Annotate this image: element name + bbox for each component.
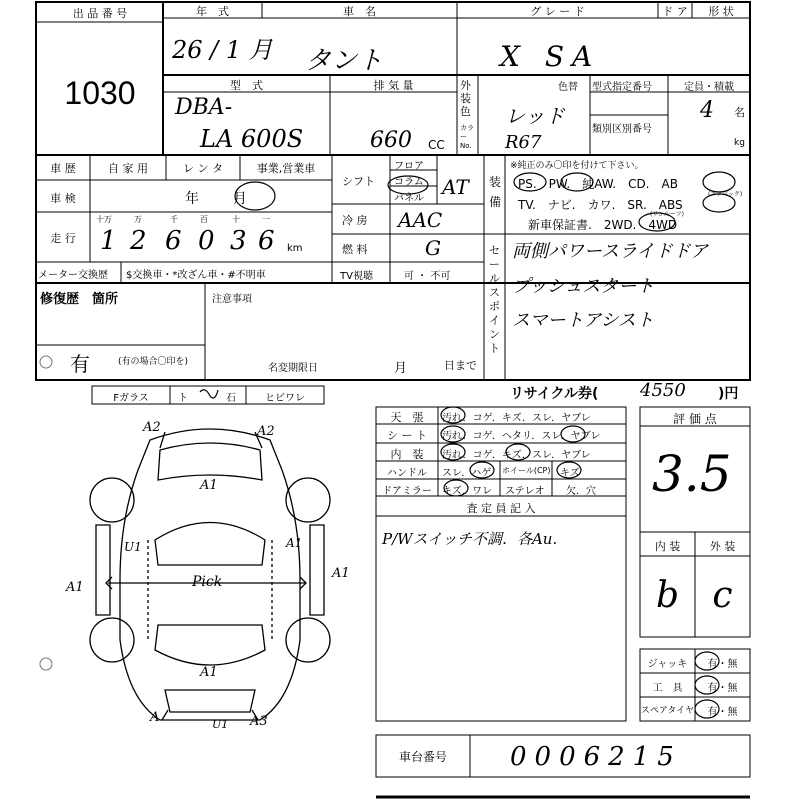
grade-label: グ レ ー ド [530,5,585,18]
grade-value: X SA [500,40,601,73]
mark-trunk: A1 [200,665,218,680]
private-use-option: 自 家 用 [108,162,148,175]
mileage-digit-10: 3 [230,226,247,256]
chassis-label: 車台番号 [398,750,447,764]
seat-label: シ ー ト [387,429,427,442]
door-mirror-options: キズ．ワレ [442,486,493,497]
meter-exchange-note: $交換車・*改ざん車・#不明車 [126,270,266,281]
glass-to-label: ト [178,393,188,404]
car-name-label: 車 名 [343,5,376,18]
tv-value: 可 ・ 不可 [404,271,451,282]
mark-rear-center: U1 [212,718,229,731]
score-value: 3.5 [652,445,732,503]
digit-label-10k: 万 [134,215,142,224]
meter-exchange-label: メーター交換歴 [38,270,108,281]
weight-unit: kg [734,138,745,148]
front-glass-label: Fガラス [113,393,149,404]
model-type-code: LA 600S [200,125,304,153]
class-number-label: 類別区別番号 [592,124,652,135]
lot-number: 1030 [64,75,136,111]
handle-options: スレ．ハゲ [442,468,492,479]
model-type-label: 型 式 [230,79,263,92]
equipment-note: ※純正のみ〇印を付けて下さい。 [510,161,644,171]
name-change-day: 日まで [444,359,477,372]
seat-options: 汚れ．コゲ．ヘタリ．スレ．ヤブレ [442,431,601,442]
capacity-unit: 名 [734,106,745,119]
ceiling-options: 汚れ．コゲ．キズ．スレ．ヤブレ [442,413,591,424]
displacement-value: 660 [370,128,412,153]
selling-point-label: セールスポイント [489,244,500,355]
ac-label: 冷 房 [342,214,368,227]
tool-value: 有・無 [707,683,738,694]
displacement-unit: CC [428,138,445,152]
repair-history-label: 修復歴 箇所 [40,292,119,307]
wheel-options: キズ [560,468,580,479]
digit-label-10: 十 [232,215,240,224]
tool-label: 工 具 [652,683,683,694]
lot-label: 出 品 番 号 [72,7,128,20]
inspector-note: P/Wスイッチ不調．各Au. [382,530,558,548]
stereo-label: ステレオ [505,486,545,497]
mileage-digit-100: 0 [198,226,215,256]
business-option: 事業,営業車 [256,162,316,175]
chassis-value: 0006215 [510,742,682,772]
shift-value: AT [442,175,469,199]
mileage-digit-10k: 2 [130,226,147,256]
interior-score-label: 内 装 [654,540,681,553]
body-type-label: 形 状 [708,5,734,18]
interior-label: 内 装 [390,448,424,461]
digit-label-100: 百 [200,215,208,224]
mark-left-side: A1 [66,580,84,595]
jack-value: 有・無 [707,659,738,670]
exterior-color-label: 外装色 [460,79,471,118]
mileage-digit-1k: 6 [165,226,182,256]
capacity-value: 4 [700,98,714,123]
interior-options: 汚れ．コゲ．キズ．スレ．ヤブレ [442,450,591,461]
handle-label: ハンドル [387,468,427,479]
shift-option-column: コラム [394,177,424,188]
tv-label: TV視聴 [340,271,373,282]
year-label: 年 式 [196,5,229,18]
mark-roof: Pick [192,574,223,590]
selling-point-1: 両側パワースライドドア [512,241,709,262]
mark-front-left: A2 [143,420,161,435]
spare-tire-label: スペアタイヤ [640,706,695,716]
inspector-label: 査 定 員 記 入 [466,502,536,515]
equipment-row-2: TV. ナビ. カワ. SR. ABS [518,198,683,212]
color-code-value: R67 [505,132,542,153]
stereo-options: 欠．穴 [566,486,596,497]
digit-label-1: 一 [262,215,270,224]
mark-right-side: A1 [332,566,350,581]
mileage-unit: km [287,243,303,254]
recycle-value: 4550 [640,380,686,401]
glass-crack-label: ヒビワレ [265,393,305,404]
shift-option-floor: フロア [394,161,424,172]
mark-rear-left: A [150,710,160,725]
ac-value: AAC [398,208,443,232]
ceiling-label: 天 張 [390,411,424,424]
model-type-prefix: DBA- [175,95,233,120]
spec-number-label: 型式指定番号 [592,82,652,93]
mark-right-door: A1 [286,536,303,550]
mileage-digit-100k: 1 [100,226,117,256]
repair-history-value: 有 [70,352,90,376]
capacity-label: 定員・積載 [684,82,734,93]
repair-history-note: (有の場合〇印を) [118,357,189,367]
selling-point-3: スマートアシスト [512,310,654,331]
mark-front-right: A2 [257,424,275,439]
door-label: ド ア [662,5,688,18]
door-mirror-label: ドアミラー [382,486,432,497]
interior-score-value: b [655,575,680,616]
recycle-label: リサイクル券( [510,386,599,402]
mark-left-door: U1 [124,540,142,554]
mark-rear-right: A3 [250,714,268,729]
selling-point-2: プッシュスタート [512,276,655,297]
score-label: 評 価 点 [673,412,717,426]
mileage-digit-1: 6 [258,226,275,256]
color-change-label: 色替 [558,82,578,93]
wheel-label: ホイール(CP) [502,466,551,475]
mileage-label: 走 行 [50,232,76,245]
rental-option: レ ン タ [183,162,223,175]
shift-option-panel: パネル [394,193,424,204]
name-change-label: 名変期限日 [268,363,318,374]
caution-label: 注意事項 [212,294,252,305]
equipment-label: 装 備 [489,175,502,209]
history-label: 車 歴 [50,162,76,175]
recycle-unit: )円 [718,386,739,402]
color-value: レッド [505,104,565,128]
mark-hood: A1 [200,478,218,493]
spare-tire-value: 有・無 [707,707,738,718]
exterior-score-label: 外 装 [709,540,736,553]
shift-label: シフト [342,175,375,188]
inspection-value: 年 月 [185,191,249,207]
car-name-value: タント [305,46,384,76]
equipment-row-1: PS. PW. 純AW. CD. AB [518,177,678,191]
glass-stone-label: 石 [226,393,236,404]
color-code-label: カラーNo. [460,124,474,150]
sunroof-sub: (サンルーフ) [650,211,684,218]
jack-label: ジャッキ [647,659,688,670]
digit-label-1k: 千 [170,215,178,224]
equipment-row-3: 新車保証書. 2WD. 4WD [528,218,678,232]
inspection-label: 車 検 [50,192,76,205]
airbag-sub: (エアバック) [708,191,743,198]
digit-label-100k: 十万 [96,215,112,224]
displacement-label: 排 気 量 [373,79,414,92]
fuel-value: G [425,236,441,260]
fuel-label: 燃 料 [342,243,368,256]
exterior-score-value: c [712,575,733,616]
year-value: 26 / 1 月 [172,36,273,64]
name-change-month: 月 [394,361,408,376]
